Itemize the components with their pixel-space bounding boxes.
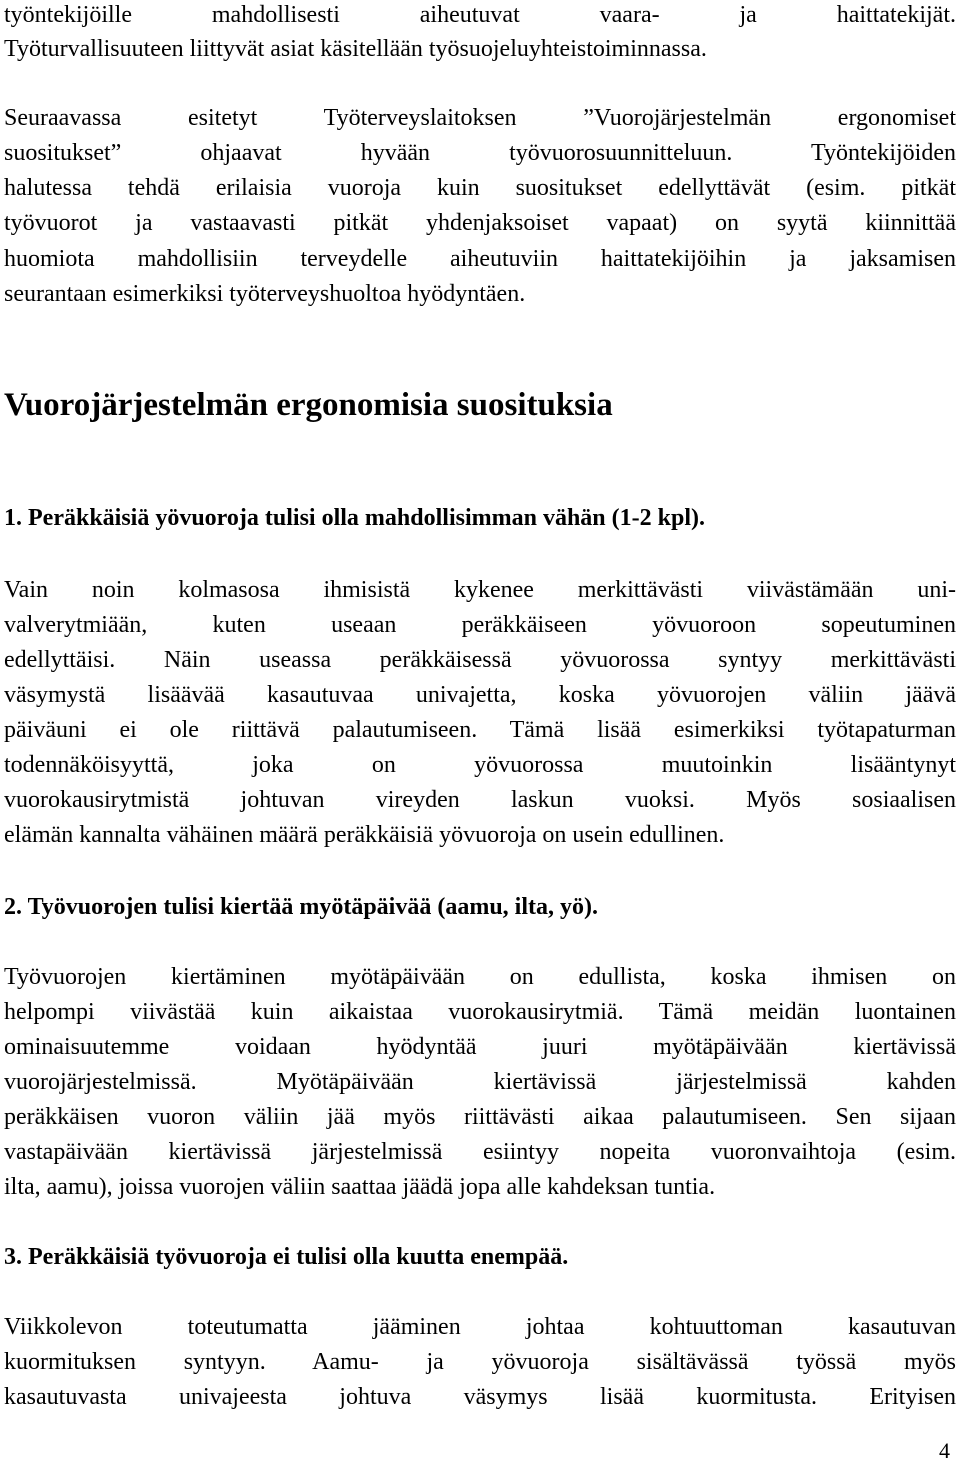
paragraph-line: väsymystä lisäävää kasautuvaa univajetta, koska yövuorojen väliin jäävä (4, 682, 956, 708)
paragraph-line: peräkkäisen vuoron väliin jää myös riittävästi aikaa palautumiseen. Sen sijaan (4, 1104, 956, 1130)
subheading-2: 2. Työvuorojen tulisi kiertää myötäpäivää (aamu, ilta, yö). (4, 894, 598, 920)
paragraph-line: vastapäivään kiertävissä järjestelmissä esiintyy nopeita vuoronvaihtoja (esim. (4, 1139, 956, 1165)
paragraph-line: seurantaan esimerkiksi työterveyshuoltoa hyödyntäen. (4, 281, 526, 307)
paragraph-line: kuormituksen syntyyn. Aamu- ja yövuoroja sisältävässä työssä myös (4, 1349, 956, 1375)
paragraph-line: suositukset” ohjaavat hyvään työvuorosuunnitteluun. Työntekijöiden (4, 140, 956, 166)
paragraph-line: huomiota mahdollisiin terveydelle aiheutuviin haittatekijöihin ja jaksamisen (4, 246, 956, 272)
subheading-3: 3. Peräkkäisiä työvuoroja ei tulisi olla kuutta enempää. (4, 1244, 569, 1270)
paragraph-line: todennäköisyyttä, joka on yövuorossa muutoinkin lisääntynyt (4, 752, 956, 778)
paragraph-line: Viikkolevon toteutumatta jääminen johtaa kohtuuttoman kasautuvan (4, 1314, 956, 1340)
paragraph-line: elämän kannalta vähäinen määrä peräkkäisiä yövuoroja on usein edullinen. (4, 822, 725, 848)
paragraph-line: työvuorot ja vastaavasti pitkät yhdenjaksoiset vapaat) on syytä kiinnittää (4, 210, 956, 236)
paragraph-line: työntekijöille mahdollisesti aiheutuvat vaara- ja haittatekijät. (4, 2, 956, 28)
subheading-1: 1. Peräkkäisiä yövuoroja tulisi olla mahdollisimman vähän (1-2 kpl). (4, 505, 705, 531)
paragraph-line: Seuraavassa esitetyt Työterveyslaitoksen ”Vuorojärjestelmän ergonomiset (4, 105, 956, 131)
paragraph-line: Vain noin kolmasosa ihmisistä kykenee merkittävästi viivästämään uni- (4, 577, 956, 603)
paragraph-line: helpompi viivästää kuin aikaistaa vuorokausirytmiä. Tämä meidän luontainen (4, 999, 956, 1025)
paragraph-line: halutessa tehdä erilaisia vuoroja kuin suositukset edellyttävät (esim. pitkät (4, 175, 956, 201)
paragraph-line: ominaisuutemme voidaan hyödyntää juuri myötäpäivään kiertävissä (4, 1034, 956, 1060)
paragraph-line: ilta, aamu), joissa vuorojen väliin saattaa jäädä jopa alle kahdeksan tuntia. (4, 1174, 716, 1200)
paragraph-line: Työturvallisuuteen liittyvät asiat käsitellään työsuojeluyhteistoiminnassa. (4, 36, 707, 62)
section-heading: Vuorojärjestelmän ergonomisia suosituksia (4, 387, 613, 423)
paragraph-line: vuorokausirytmistä johtuvan vireyden laskun vuoksi. Myös sosiaalisen (4, 787, 956, 813)
paragraph-line: valverytmiään, kuten useaan peräkkäiseen yövuoroon sopeutuminen (4, 612, 956, 638)
paragraph-line: edellyttäisi. Näin useassa peräkkäisessä yövuorossa syntyy merkittävästi (4, 647, 956, 673)
paragraph-line: Työvuorojen kiertäminen myötäpäivään on edullista, koska ihmisen on (4, 964, 956, 990)
page-number: 4 (939, 1438, 950, 1463)
paragraph-line: kasautuvasta univajeesta johtuva väsymys lisää kuormitusta. Erityisen (4, 1384, 956, 1410)
paragraph-line: päiväuni ei ole riittävä palautumiseen. Tämä lisää esimerkiksi työtapaturman (4, 717, 956, 743)
paragraph-line: vuorojärjestelmissä. Myötäpäivään kiertävissä järjestelmissä kahden (4, 1069, 956, 1095)
